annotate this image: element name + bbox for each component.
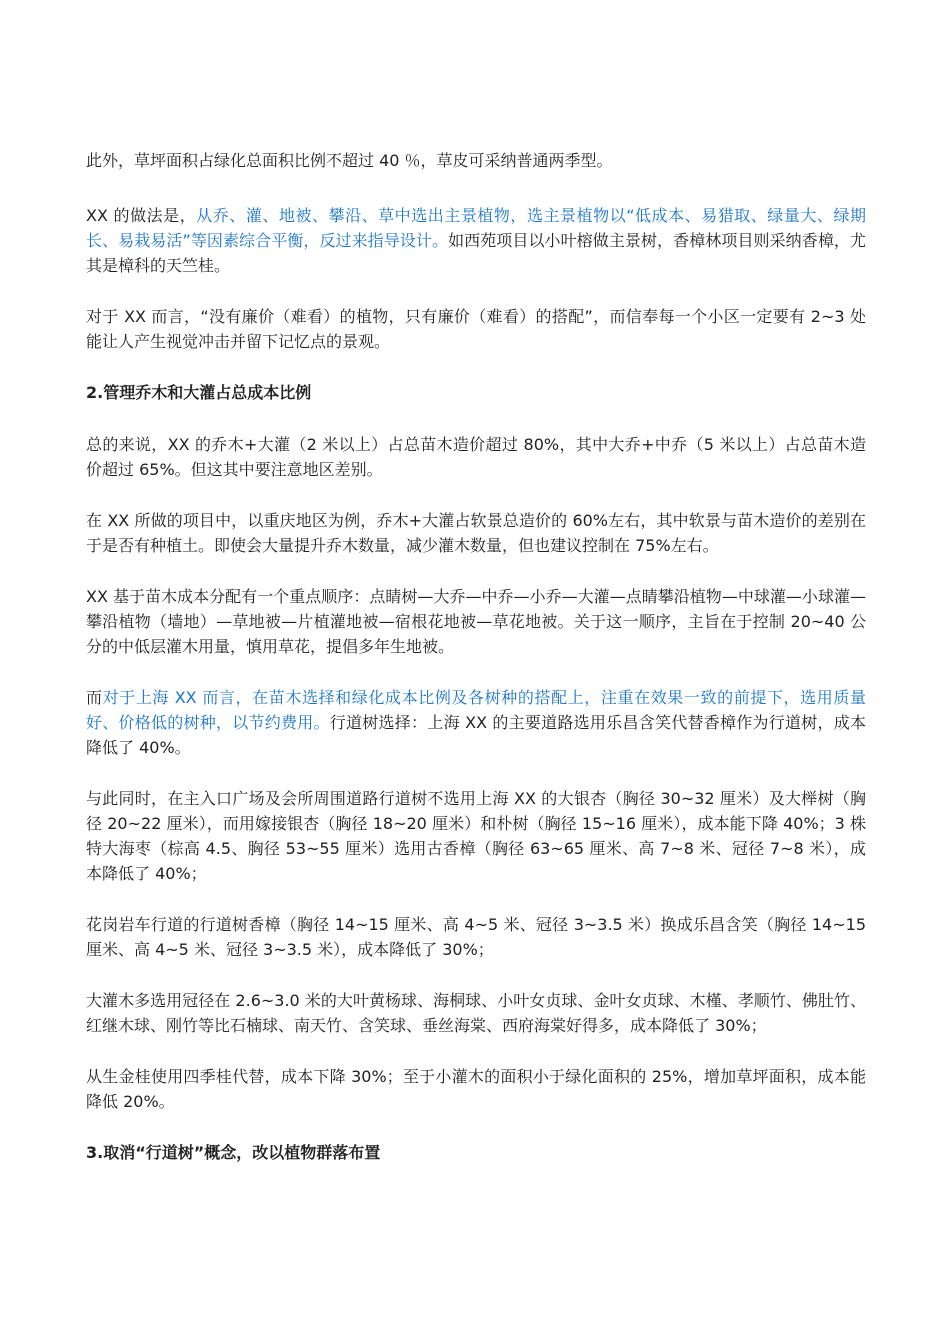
paragraph-cheap-plants: 对于 XX 而言，“没有廉价（难看）的植物，只有廉价（难看）的搭配”，而信奉每一个小区一定要有 2~3 处能让人产生视觉冲击并留下记忆点的景观。 [86,307,866,351]
paragraph-prefix: XX 的做法是， [86,206,197,225]
section-heading-3: 3.取消“行道树”概念，改以植物群落布置 [86,1143,381,1162]
paragraph-suffix: 如西苑项目以小叶榕做主景树，香樟林项目则采纳香樟，尤其是樟科的天竺桂。 [86,231,866,275]
paragraph-shanghai-selection [86,685,866,760]
paragraph-osmanthus: 从生金桂使用四季桂代替，成本下降 30%；至于小灌木的面积小于绿化面积的 25%，增加草坪面积，成本能降低 20%。 [86,1067,866,1111]
highlighted-text: 从乔、灌、地被、攀沿、草中选出主景植物，选主景植物以“低成本、易猎取、绿量大、绿期长、易栽易活”等因素综合平衡，反过来指导设计。 [86,206,866,250]
paragraph-tree-cost-ratio: 总的来说，XX 的乔木+大灌（2 米以上）占总苗木造价超过 80%，其中大乔+中乔（5 米以上）占总苗木造价超过 65%。但这其中要注意地区差别。 [86,435,866,479]
paragraph-chongqing-example: 在 XX 所做的项目中，以重庆地区为例，乔木+大灌占软景总造价的 60%左右，其中软景与苗木造价的差别在于是否有种植土。即使会大量提升乔木数量，减少灌木数量，但也建议控制在 75%左右。 [86,511,866,555]
paragraph-main-plants [86,203,866,278]
paragraph-entrance-trees: 与此同时，在主入口广场及会所周围道路行道树不选用上海 XX 的大银杏（胸径 30~32 厘米）及大榉树（胸径 20~22 厘米），而用嫁接银杏（胸径 18~20 厘米）和朴树（胸径 15~16 厘米），成本能下降 40%；3 株特大海枣（棕高 4.5、胸径 53~55 厘米）选用古香樟（胸径 63~65 厘米、高 7~8 米、冠径 7~8 米），成本降低了 40%； [86,789,866,883]
paragraph-large-shrubs: 大灌木多选用冠径在 2.6~3.0 米的大叶黄杨球、海桐球、小叶女贞球、金叶女贞球、木槿、孝顺竹、佛肚竹、红继木球、刚竹等比石楠球、南天竹、含笑球、垂丝海棠、西府海棠好得多，成本降低了 30%； [86,991,866,1035]
paragraph-granite-roadway: 花岗岩车行道的行道树香樟（胸径 14~15 厘米、高 4~5 米、冠径 3~3.5 米）换成乐昌含笑（胸径 14~15 厘米、高 4~5 米、冠径 3~3.5 米），成本降低了 30%； [86,915,866,959]
section-heading-2: 2.管理乔木和大灌占总成本比例 [86,383,312,402]
paragraph-cost-priority-order: XX 基于苗木成本分配有一个重点顺序：点睛树—大乔—中乔—小乔—大灌—点睛攀沿植物—中球灌—小球灌—攀沿植物（墙地）—草地被—片植灌地被—宿根花地被—草花地被。关于这一顺序，主旨在于控制 20~40 公分的中低层灌木用量，慎用草花，提倡多年生地被。 [86,587,866,656]
document-body [86,148,866,1192]
paragraph-prefix: 而 [86,688,103,707]
paragraph-lawn-ratio: 此外，草坪面积占绿化总面积比例不超过 40 ％，草皮可采纳普通两季型。 [86,151,613,170]
highlighted-text: 对于上海 XX 而言，在苗木选择和绿化成本比例及各树种的搭配上，注重在效果一致的前提下，选用质量好、价格低的树种，以节约费用。 [86,688,866,732]
paragraph-suffix: 行道树选择：上海 XX 的主要道路选用乐昌含笑代替香樟作为行道树，成本降低了 40%。 [86,713,866,757]
